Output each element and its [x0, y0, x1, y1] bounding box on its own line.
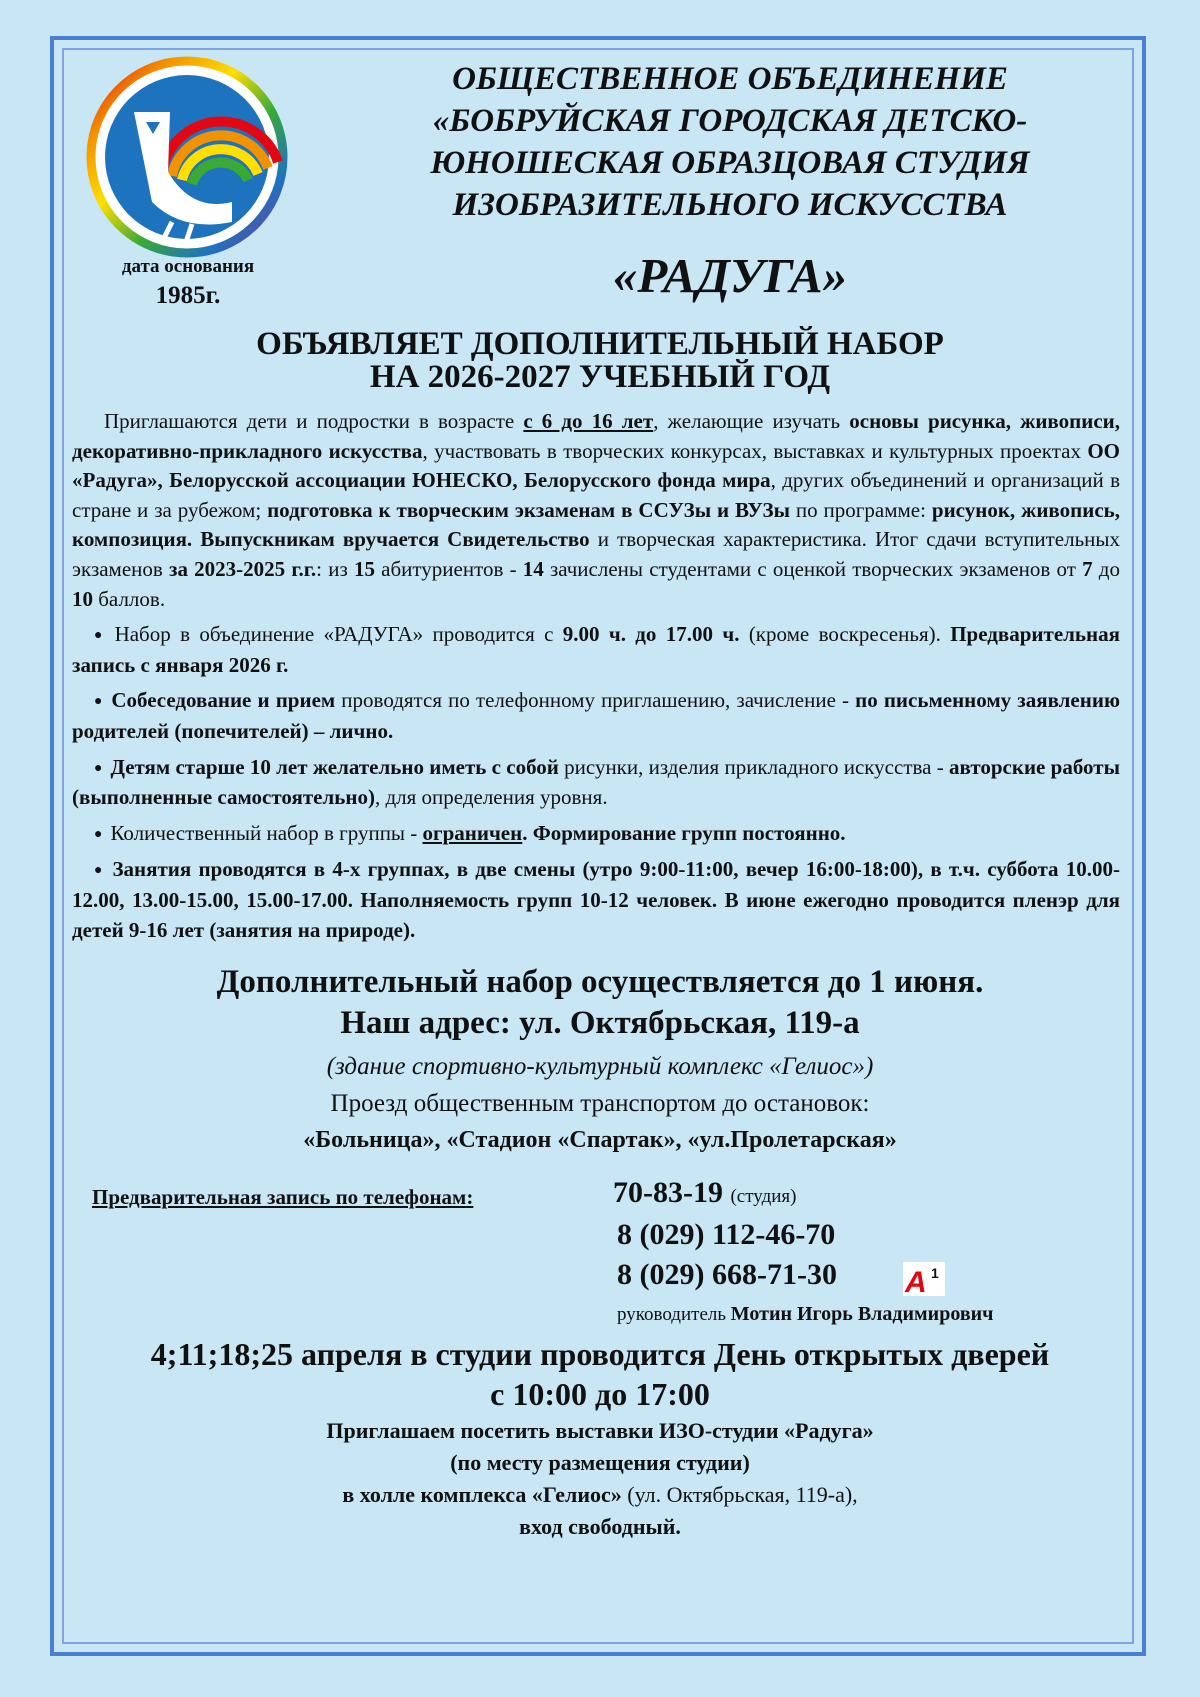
phone-note: (студия) [730, 1186, 797, 1207]
age-range: с 6 до 16 лет [523, 409, 654, 433]
org-line: ЮНОШЕСКАЯ ОБРАЗЦОВАЯ СТУДИЯ [430, 145, 1030, 181]
bullet-icon: ● [94, 760, 103, 776]
text-bold: за 2023-2025 г.г. [169, 556, 317, 581]
invite-line-1: Приглашаем посетить выставки ИЗО-студии «Радуга» [326, 1418, 874, 1443]
text-bold: 10 [72, 586, 93, 611]
invite-address: (ул. Октябрьская, 119-а), [621, 1482, 858, 1507]
director-line [617, 1303, 993, 1326]
organization-title [330, 58, 1130, 226]
bullet-item [72, 819, 1120, 850]
phone-number: 70-83-19 [613, 1176, 723, 1209]
text: , для определения уровня. [374, 785, 608, 810]
colon: : [466, 1185, 474, 1209]
org-line: ОБЩЕСТВЕННОЕ ОБЪЕДИНЕНИЕ [452, 61, 1008, 97]
text: и творческая характеристика. Итог сдачи вступительных экзаменов [72, 527, 1120, 581]
main-text [72, 407, 1120, 945]
intro-paragraph [72, 407, 1120, 614]
org-line: ИЗОБРАЗИТЕЛЬНОГО ИСКУССТВА [452, 187, 1008, 223]
text-bold: основы рисунка, живописи, декоративно-прикладного искусства [72, 409, 1120, 463]
text-bold: ОО «Радуга», Белорусской ассоциации ЮНЕСКО, Белорусского фонда мира [72, 438, 1120, 493]
text: , желающие изучать [653, 409, 850, 433]
director-label: руководитель [617, 1304, 731, 1325]
phone-mobile-2: 8 (029) 668-71-30 [617, 1258, 837, 1291]
bus-stops: «Больница», «Стадион «Спартак», «ул.Пролетарская» [303, 1127, 897, 1153]
text: баллов. [93, 586, 166, 611]
svg-text:A: A [905, 1266, 927, 1296]
bullet-icon: ● [94, 826, 103, 842]
text-bold: 7 [1082, 556, 1093, 581]
bullet-item [72, 855, 1120, 945]
open-day-dates: 4;11;18;25 апреля в студии проводится День открытых дверей [150, 1336, 1050, 1372]
text: (кроме воскресенья). [739, 622, 951, 647]
studio-logo-icon [82, 52, 292, 262]
text-bold: Занятия проводятся в 4-х группах, в две смены (утро 9:00-11:00, вечер 16:00-18:00), в т.ч. суббота 10.00-12.00, 13.00-15.00, 15.00-17.00. Наполняемость групп 10-12 человек. В июне ежегодно проводится пленэр для детей 9-16 лет (занятия на природе). [72, 857, 1120, 942]
founded-year: 1985г. [155, 282, 221, 309]
brand-title: «РАДУГА» [612, 248, 848, 303]
bullet-icon: ● [94, 863, 105, 879]
text: , участвовать в творческих конкурсах, выставках и культурных проектах [422, 438, 1088, 463]
text-bold: 15 [353, 556, 375, 581]
announce-line-1: ОБЪЯВЛЯЕТ ДОПОЛНИТЕЛЬНЫЙ НАБОР [256, 326, 944, 362]
bullet-icon: ● [94, 628, 107, 644]
text: Приглашаются дети и подростки в возрасте [104, 409, 524, 433]
text: абитуриентов - [374, 556, 523, 581]
founded-block [88, 256, 288, 310]
text: Количественный набор в группы - [110, 820, 423, 845]
transport-text: Проезд общественным транспортом до остановок: [330, 1090, 870, 1117]
text-bold: . Формирование групп постоянно. [522, 820, 846, 845]
phone-label-text: Предварительная запись по телефонам [92, 1185, 467, 1209]
announce-line-2: НА 2026-2027 УЧЕБНЫЙ ГОД [369, 359, 831, 395]
text: зачислены студентами с оценкой творческих экзаменов от [543, 556, 1083, 581]
bullet-item [72, 753, 1120, 813]
founded-label: дата основания [121, 256, 255, 277]
text: Набор в объединение «РАДУГА» проводится с [114, 622, 563, 647]
invite-line-3 [60, 1482, 1140, 1508]
text: рисунки, изделия прикладного искусства - [558, 754, 949, 779]
announcement-heading [70, 328, 1130, 394]
text-bold-underlined: ограничен [422, 820, 523, 845]
text-bold: авторские работы (выполненные самостоятельно) [72, 754, 1120, 810]
deadline-text: Дополнительный набор осуществляется до 1 июня. [216, 964, 984, 1000]
invite-line-2: (по месту размещения студии) [450, 1450, 750, 1475]
address-text: Наш адрес: ул. Октябрьская, 119-а [340, 1005, 860, 1041]
text: до [1092, 556, 1120, 581]
building-note: (здание спортивно-культурный комплекс «Гелиос») [326, 1053, 874, 1080]
text-bold: 9.00 ч. до 17.00 ч. [562, 622, 740, 647]
text: : из [316, 556, 354, 581]
bullet-item [72, 620, 1120, 680]
text-bold: рисунок, живопись, композиция. Выпускникам вручается Свидетельство [72, 497, 1121, 552]
text: проводятся по телефонному приглашению, зачисление - [335, 688, 856, 713]
phone-label [92, 1185, 473, 1210]
a1-operator-logo-icon [903, 1262, 945, 1296]
bullet-item [72, 686, 1120, 746]
phone-studio [613, 1176, 797, 1210]
text-bold: Предварительная запись с января 2026 г. [72, 622, 1120, 677]
text-bold: 14 [522, 556, 544, 581]
bullet-icon: ● [94, 694, 104, 710]
director-name: Мотин Игорь Владимирович [730, 1303, 994, 1325]
invite-line-4: вход свободный. [519, 1514, 681, 1539]
text: , других объединений и организаций в стране и за рубежом; [72, 468, 1120, 522]
text-bold: подготовка к творческим экзаменам в ССУЗы и ВУЗы [267, 497, 790, 522]
text-bold: по письменному заявлению родителей (попечителей) – лично. [72, 688, 1120, 743]
invite-location: в холле комплекса «Гелиос» [342, 1482, 622, 1507]
org-line: «БОБРУЙСКАЯ ГОРОДСКАЯ ДЕТСКО- [432, 103, 1028, 139]
text: по программе: [789, 497, 932, 522]
text-bold: Детям старше 10 лет желательно иметь с собой [110, 754, 559, 779]
open-day-hours: с 10:00 до 17:00 [490, 1376, 710, 1412]
svg-text:1: 1 [931, 1265, 939, 1281]
text-bold: Собеседование и прием [111, 688, 336, 713]
phone-mobile-1: 8 (029) 112-46-70 [617, 1218, 836, 1251]
